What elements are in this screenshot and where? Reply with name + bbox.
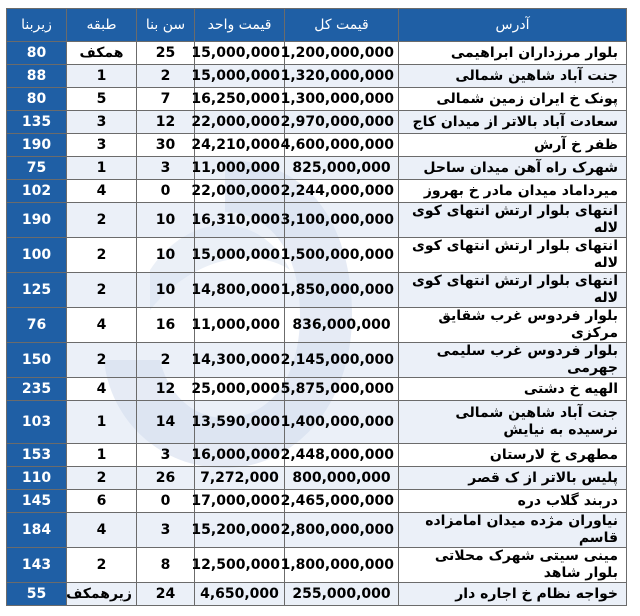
cell-building-age: 16 (137, 308, 195, 343)
table-row (7, 467, 627, 490)
cell-unit-price: 7,272,000 (195, 467, 285, 490)
cell-total-price: 825,000,000 (285, 157, 399, 180)
cell-floor: 1 (67, 401, 137, 444)
cell-floor: 6 (67, 490, 137, 513)
table-row (7, 203, 627, 238)
cell-total-price: 1,500,000,000 (285, 238, 399, 273)
cell-floor: 2 (67, 548, 137, 583)
cell-address: خواجه نظام خ اجاره دار (399, 583, 627, 606)
cell-address: بلوار مرزداران ابراهیمی (399, 42, 627, 65)
cell-building-age: 8 (137, 548, 195, 583)
cell-building-age: 14 (137, 401, 195, 444)
table-row (7, 273, 627, 308)
table-row (7, 180, 627, 203)
cell-total-price: 2,970,000,000 (285, 111, 399, 134)
cell-address: شهرک راه آهن میدان ساحل (399, 157, 627, 180)
table-row (7, 134, 627, 157)
cell-total-price: 4,600,000,000 (285, 134, 399, 157)
cell-building-age: 3 (137, 157, 195, 180)
cell-floor: 3 (67, 134, 137, 157)
cell-address: مینی سیتی شهرک محلاتی بلوار شاهد (399, 548, 627, 583)
cell-area: 135 (7, 111, 67, 134)
cell-address: جنت آباد شاهین شمالی نرسیده به نیایش (399, 401, 627, 444)
cell-building-age: 12 (137, 111, 195, 134)
table-row (7, 378, 627, 401)
cell-building-age: 0 (137, 180, 195, 203)
cell-floor: 4 (67, 308, 137, 343)
cell-unit-price: 4,650,000 (195, 583, 285, 606)
table-row (7, 65, 627, 88)
cell-unit-price: 16,310,000 (195, 203, 285, 238)
cell-floor: همکف (67, 42, 137, 65)
cell-area: 100 (7, 238, 67, 273)
cell-floor: 4 (67, 180, 137, 203)
table-row (7, 490, 627, 513)
cell-unit-price: 11,000,000 (195, 308, 285, 343)
table-row (7, 513, 627, 548)
table-row (7, 308, 627, 343)
cell-floor: 1 (67, 65, 137, 88)
header-unit-price: قیمت واحد (195, 9, 285, 42)
cell-total-price: 1,300,000,000 (285, 88, 399, 111)
cell-total-price: 1,800,000,000 (285, 548, 399, 583)
cell-area: 190 (7, 134, 67, 157)
cell-unit-price: 14,300,000 (195, 343, 285, 378)
table-row (7, 548, 627, 583)
cell-address: انتهای بلوار ارتش انتهای کوی لاله (399, 203, 627, 238)
cell-building-age: 3 (137, 513, 195, 548)
header-address: آدرس (399, 9, 627, 42)
cell-area: 110 (7, 467, 67, 490)
cell-unit-price: 13,590,000 (195, 401, 285, 444)
cell-unit-price: 16,250,000 (195, 88, 285, 111)
cell-area: 88 (7, 65, 67, 88)
cell-floor: 3 (67, 111, 137, 134)
cell-address: ظفر خ آرش (399, 134, 627, 157)
cell-floor: 2 (67, 273, 137, 308)
cell-total-price: 2,244,000,000 (285, 180, 399, 203)
cell-area: 55 (7, 583, 67, 606)
cell-floor: 2 (67, 467, 137, 490)
cell-address: بلوار فردوس غرب سلیمی جهرمی (399, 343, 627, 378)
cell-address: سعادت آباد بالاتر از میدان کاج (399, 111, 627, 134)
cell-unit-price: 15,000,000 (195, 42, 285, 65)
cell-area: 190 (7, 203, 67, 238)
cell-building-age: 24 (137, 583, 195, 606)
cell-floor: 5 (67, 88, 137, 111)
header-building-age: سن بنا (137, 9, 195, 42)
cell-address: انتهای بلوار ارتش انتهای کوی لاله (399, 238, 627, 273)
cell-floor: 2 (67, 238, 137, 273)
cell-unit-price: 15,200,000 (195, 513, 285, 548)
cell-total-price: 836,000,000 (285, 308, 399, 343)
cell-unit-price: 17,000,000 (195, 490, 285, 513)
cell-area: 143 (7, 548, 67, 583)
cell-total-price: 5,875,000,000 (285, 378, 399, 401)
cell-area: 125 (7, 273, 67, 308)
cell-floor: 4 (67, 378, 137, 401)
cell-unit-price: 12,500,000 (195, 548, 285, 583)
cell-area: 184 (7, 513, 67, 548)
listings-table (6, 8, 627, 606)
cell-unit-price: 14,800,000 (195, 273, 285, 308)
header-total-price: قیمت کل (285, 9, 399, 42)
cell-unit-price: 22,000,000 (195, 180, 285, 203)
cell-building-age: 10 (137, 203, 195, 238)
table-row (7, 238, 627, 273)
cell-building-age: 7 (137, 88, 195, 111)
cell-total-price: 1,850,000,000 (285, 273, 399, 308)
cell-total-price: 1,320,000,000 (285, 65, 399, 88)
table-body (7, 42, 627, 606)
cell-area: 153 (7, 444, 67, 467)
cell-total-price: 2,448,000,000 (285, 444, 399, 467)
cell-building-age: 12 (137, 378, 195, 401)
table-row (7, 157, 627, 180)
cell-building-age: 2 (137, 343, 195, 378)
cell-unit-price: 25,000,000 (195, 378, 285, 401)
cell-address: دربند گلاب دره (399, 490, 627, 513)
cell-total-price: 1,400,000,000 (285, 401, 399, 444)
cell-address: الهیه خ دشتی (399, 378, 627, 401)
cell-total-price: 2,800,000,000 (285, 513, 399, 548)
table-row (7, 111, 627, 134)
cell-building-age: 10 (137, 273, 195, 308)
cell-floor: 2 (67, 203, 137, 238)
table-row (7, 88, 627, 111)
cell-unit-price: 16,000,000 (195, 444, 285, 467)
cell-address: بلوار فردوس غرب شقایق مرکزی (399, 308, 627, 343)
cell-area: 150 (7, 343, 67, 378)
cell-floor: 4 (67, 513, 137, 548)
table-row (7, 343, 627, 378)
cell-unit-price: 15,000,000 (195, 65, 285, 88)
cell-floor: زیرهمکف (67, 583, 137, 606)
header-floor: طبقه (67, 9, 137, 42)
cell-unit-price: 24,210,000 (195, 134, 285, 157)
cell-total-price: 255,000,000 (285, 583, 399, 606)
cell-address: پلیس بالاتر از ک قصر (399, 467, 627, 490)
cell-area: 80 (7, 42, 67, 65)
cell-area: 145 (7, 490, 67, 513)
table-row (7, 42, 627, 65)
cell-building-age: 3 (137, 444, 195, 467)
cell-unit-price: 22,000,000 (195, 111, 285, 134)
cell-address: جنت آباد شاهین شمالی (399, 65, 627, 88)
cell-total-price: 3,100,000,000 (285, 203, 399, 238)
cell-floor: 1 (67, 444, 137, 467)
cell-total-price: 2,465,000,000 (285, 490, 399, 513)
cell-total-price: 1,200,000,000 (285, 42, 399, 65)
cell-address: میرداماد میدان مادر خ بهروز (399, 180, 627, 203)
cell-total-price: 800,000,000 (285, 467, 399, 490)
cell-address: انتهای بلوار ارتش انتهای کوی لاله (399, 273, 627, 308)
cell-floor: 1 (67, 157, 137, 180)
cell-building-age: 25 (137, 42, 195, 65)
table-row (7, 401, 627, 444)
cell-area: 80 (7, 88, 67, 111)
header-area: زیربنا (7, 9, 67, 42)
table-row (7, 444, 627, 467)
cell-address: مطهری خ لارستان (399, 444, 627, 467)
cell-area: 102 (7, 180, 67, 203)
cell-floor: 2 (67, 343, 137, 378)
cell-area: 75 (7, 157, 67, 180)
table-row (7, 583, 627, 606)
cell-unit-price: 15,000,000 (195, 238, 285, 273)
header-row (7, 9, 627, 42)
cell-unit-price: 11,000,000 (195, 157, 285, 180)
cell-building-age: 0 (137, 490, 195, 513)
cell-address: نیاوران مژده میدان امامزاده قاسم (399, 513, 627, 548)
cell-building-age: 26 (137, 467, 195, 490)
cell-area: 76 (7, 308, 67, 343)
cell-building-age: 2 (137, 65, 195, 88)
cell-total-price: 2,145,000,000 (285, 343, 399, 378)
cell-building-age: 30 (137, 134, 195, 157)
cell-address: پونک خ ایران زمین شمالی (399, 88, 627, 111)
cell-building-age: 10 (137, 238, 195, 273)
cell-area: 235 (7, 378, 67, 401)
cell-area: 103 (7, 401, 67, 444)
